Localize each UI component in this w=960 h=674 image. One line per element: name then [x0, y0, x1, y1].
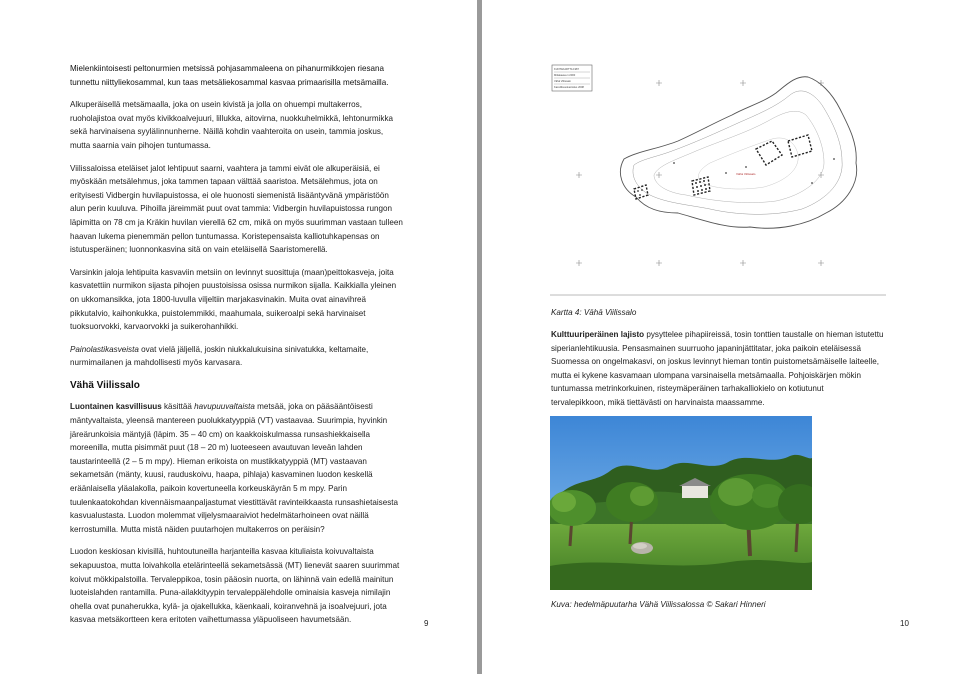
- building-outlines: [634, 135, 812, 199]
- paragraph-painolastikasvit: [70, 343, 442, 370]
- right-text-column: [551, 328, 931, 419]
- text-line: Viilissaloissa eteläiset jalot lehtipuut saarni, vaahtera ja tammi eivät ole alkuperäisiä, ei: [70, 163, 380, 173]
- text-line: siperianlehtikuusia. Pensasmainen suurruoho japaninjättitatar, joka paikoin eteläisessä: [551, 343, 862, 353]
- italic-term: Painolastikasveista: [70, 344, 139, 354]
- text-line: kasvaa metsäkortteen kera eritoten vaihettumassa yläpuoliseen havumetsään.: [70, 615, 352, 625]
- text-line: sekametsän (mänty, kuusi, rauduskoivu, haapa, pihlaja) kasvaminen luodon keskellä: [70, 470, 373, 480]
- text-line: moreenilla, mutta pisimmät puut (18 – 20 m) luoteeseen avautuvan leveän lahden: [70, 443, 363, 453]
- text-line: sekapuustoa, mutta loivahkolla etelärinteellä sekametsässä (MT) lienevät saaren suurimmat: [70, 561, 400, 570]
- left-text-column: [70, 62, 442, 636]
- text-line: Suomessa on ongelmakasvi, on joskus levinnyt hieman tontin puistometsämäiselle laiteelle,: [551, 357, 879, 367]
- text-line: alun perin kuuluva. Pihoilla järeimmät puut ovat tammia: Vidbergin huvilapuistossa rungon: [70, 204, 392, 214]
- text-line: kasvatettiin nurmikon sijasta pihojen puustoisissa osissa nurmikon sijalla. Kaikkialla yleinen: [70, 281, 397, 291]
- text-line: ruoholajistoa ovat myös kivikkoalvejuuri, lillukka, aitovirna, nuokkuhelmikkä, lehtonurmikka: [70, 113, 393, 123]
- text-line: on ukkomansikka, jota 1800-luvulla viljeltiin marjakasvinakin. Muita ovat ainavihreä: [70, 294, 367, 304]
- contour-line: [633, 91, 842, 214]
- text-line: Varsinkin jaloja lehtipuita kasvaviin metsiin on levinnyt suosittuja (maan)peittokasveja, joita: [70, 267, 394, 277]
- map-place-label: Vähä Viilissalo: [736, 172, 756, 176]
- text-line: läpimitta on 78 cm ja Kräkin huvilan vierellä 62 cm, mikä on myös suurimman vastaan tulleen: [70, 217, 403, 227]
- orchard-photo: [550, 416, 812, 590]
- text-line: Luodon keskiosan kivisillä, huhtoutuneilla harjanteilla kasvaa kituliaista koivuvaltaista: [70, 547, 374, 557]
- text-line: luoteislahden rantamilla. Puna-ailakkityypin tervaleppälehdolle ominaisia kasveja nimilajin: [70, 588, 391, 598]
- map-drawing: [550, 63, 886, 299]
- text-line: tuulenkaatokohdan kivennäismaanpaljastumat viestittävät ravinteikkaasta runsashietaisesta: [70, 497, 398, 507]
- paragraph-peittokasvit: [70, 266, 442, 334]
- bold-term: Kulttuuriperäinen lajisto: [551, 330, 645, 339]
- text-line: istutusperäinen; luonnonkasvina sitä on vain eteläisellä Saaristomerellä.: [70, 245, 328, 255]
- text-line: Alkuperäisellä metsämaalla, joka on usein kivistä ja jolla on ohuempi multakerros,: [70, 100, 362, 110]
- text-line: haavan lukema pienemmän pellon tuntumassa. Koristepensaista kalliotuhkapensas on: [70, 231, 380, 241]
- paragraph-kulttuuriperainen: [551, 328, 931, 410]
- page-number: 10: [900, 619, 909, 628]
- text-fragment: metsää, joka on pääsääntöisesti: [254, 402, 373, 412]
- text-line: kasvualustasta. Luodon molemmat viljelysmaaraiviot hedelmätarhoineen ovat näillä: [70, 511, 369, 521]
- text-line: eräänlaisella yläalakolla, paikoin kovertuneella korkeuskäyrän 5 m mpy. Parin: [70, 484, 347, 494]
- vegetation-map: [550, 63, 886, 299]
- paragraph-ruoholajisto: [70, 98, 442, 152]
- paragraph-jalot-lehtipuut: [70, 162, 442, 257]
- intro-line: tunnettu niittyliekosammal, kun taas metsäliekosammal kasvaa primaarisilla metsämailla.: [70, 77, 389, 87]
- intro-line: Mielenkiintoisesti peltonurmien metsissä pohjasammaleena on pihanurmikkojen riesana: [70, 64, 385, 73]
- text-line: myöskään metsälehmus, joka tammen tapaan välttää saaristoa. Metsälehmus, jota on: [70, 177, 378, 187]
- text-line: tuntumassa metrinkorkuinen, risteymäperäinen tarhakalliokielo on kotiutunut: [551, 384, 824, 394]
- text-line: mutta saarnia vain pihojen tuntumassa.: [70, 140, 211, 150]
- text-line: tervalepikkoon, mikä tiettävästi on harvinaista maassamme.: [551, 397, 765, 407]
- text-line: tuoksuorvokki, karvaorvokki ja suikerohanhikki.: [70, 322, 239, 332]
- text-line: järeärunkoisia mäntyjä (läpim. 35 – 40 cm) on kaakkoiskulmassa runsashiekkaisella: [70, 429, 371, 439]
- page-number: 9: [424, 619, 429, 628]
- left-page: [0, 0, 477, 674]
- text-fragment: käsittää: [161, 402, 195, 412]
- text-line: koivut mökkipalstoilla. Tervaleppikoa, tosin pääosin nuorta, on lähinnä vain edellä mainitun: [70, 574, 394, 584]
- contour-line: [698, 138, 798, 189]
- text-line: taustarinteellä (2 – 5 m mpy). Hieman erikoista on mustikkatyyppiä (MT) vastaavan: [70, 456, 367, 466]
- text-line: erityisesti Vidbergin huvilapuistossa, ei ole huonosti siemenistä lisääntyvänä ympäristöön: [70, 190, 389, 200]
- bold-term: Luontainen kasvillisuus: [70, 402, 162, 412]
- house: [682, 486, 708, 498]
- map-caption: Kartta 4: Vähä Viilissalo: [551, 308, 637, 317]
- italic-term: havupuuvaltaista: [194, 402, 255, 412]
- text-line: kerrostumilla. Mutta mistä näiden puutarhojen multakerros on peräisin?: [70, 524, 325, 534]
- island-outline: [620, 77, 856, 228]
- photo-caption: Kuva: hedelmäpuutarha Vähä Viilissalossa © Sakari Hinneri: [551, 600, 766, 609]
- paragraph-luontainen-kasvillisuus: [70, 400, 442, 536]
- text-line: ohella ovat punaherukka, kylä- ja ojakellukka, käenkaali, koiranvehnä ja isoalvejuuri, jota: [70, 601, 387, 611]
- text-line: nurmimailanen ja mahdollisesti myös karvasara.: [70, 358, 243, 368]
- orchard-photo-drawing: [550, 416, 812, 590]
- text-line: sekä harvinaisena syyläIinnunherne. Näillä kohdin vaahteroita on usein, tammia joskus,: [70, 127, 384, 137]
- text-line: mutta ei kykene kasvamaan ulompana varsinaisella metsämaalla. Pohjoiskärjen mökin: [551, 370, 861, 380]
- text-line: pikkutalvio, kaihonkukka, puistolemmikki, maahumala, suikeroalpi sekä harvinaiset: [70, 308, 366, 318]
- text-line: ovat vielä jäljellä, joskin niukkalukuisina sinivatukka, keltamaite,: [138, 344, 369, 354]
- map-grid-crosses: [576, 80, 824, 266]
- map-legend-text: Kasvillisuuskartoitus 2008: [554, 86, 584, 89]
- section-heading: Vähä Viilissalo: [70, 379, 140, 391]
- map-legend-text: Mittakaava 1:2000: [554, 74, 576, 77]
- right-page: [482, 0, 960, 674]
- text-fragment: pysyttelee pihapiireissä, tosin tonttien taustalle on hieman istutettu: [644, 330, 884, 339]
- paragraph-keskiosa: [70, 545, 442, 627]
- text-line: mäntyvaltaista, yleensä mantereen puolukkatyyppiä (VT) vastaavaa. Suurimpia, hyvinkin: [70, 416, 388, 426]
- intro-paragraph: [70, 62, 442, 89]
- map-legend-text: Vähä Viilissalo: [554, 80, 571, 83]
- map-legend-text: KUNTAKARTTA 1987: [554, 68, 579, 71]
